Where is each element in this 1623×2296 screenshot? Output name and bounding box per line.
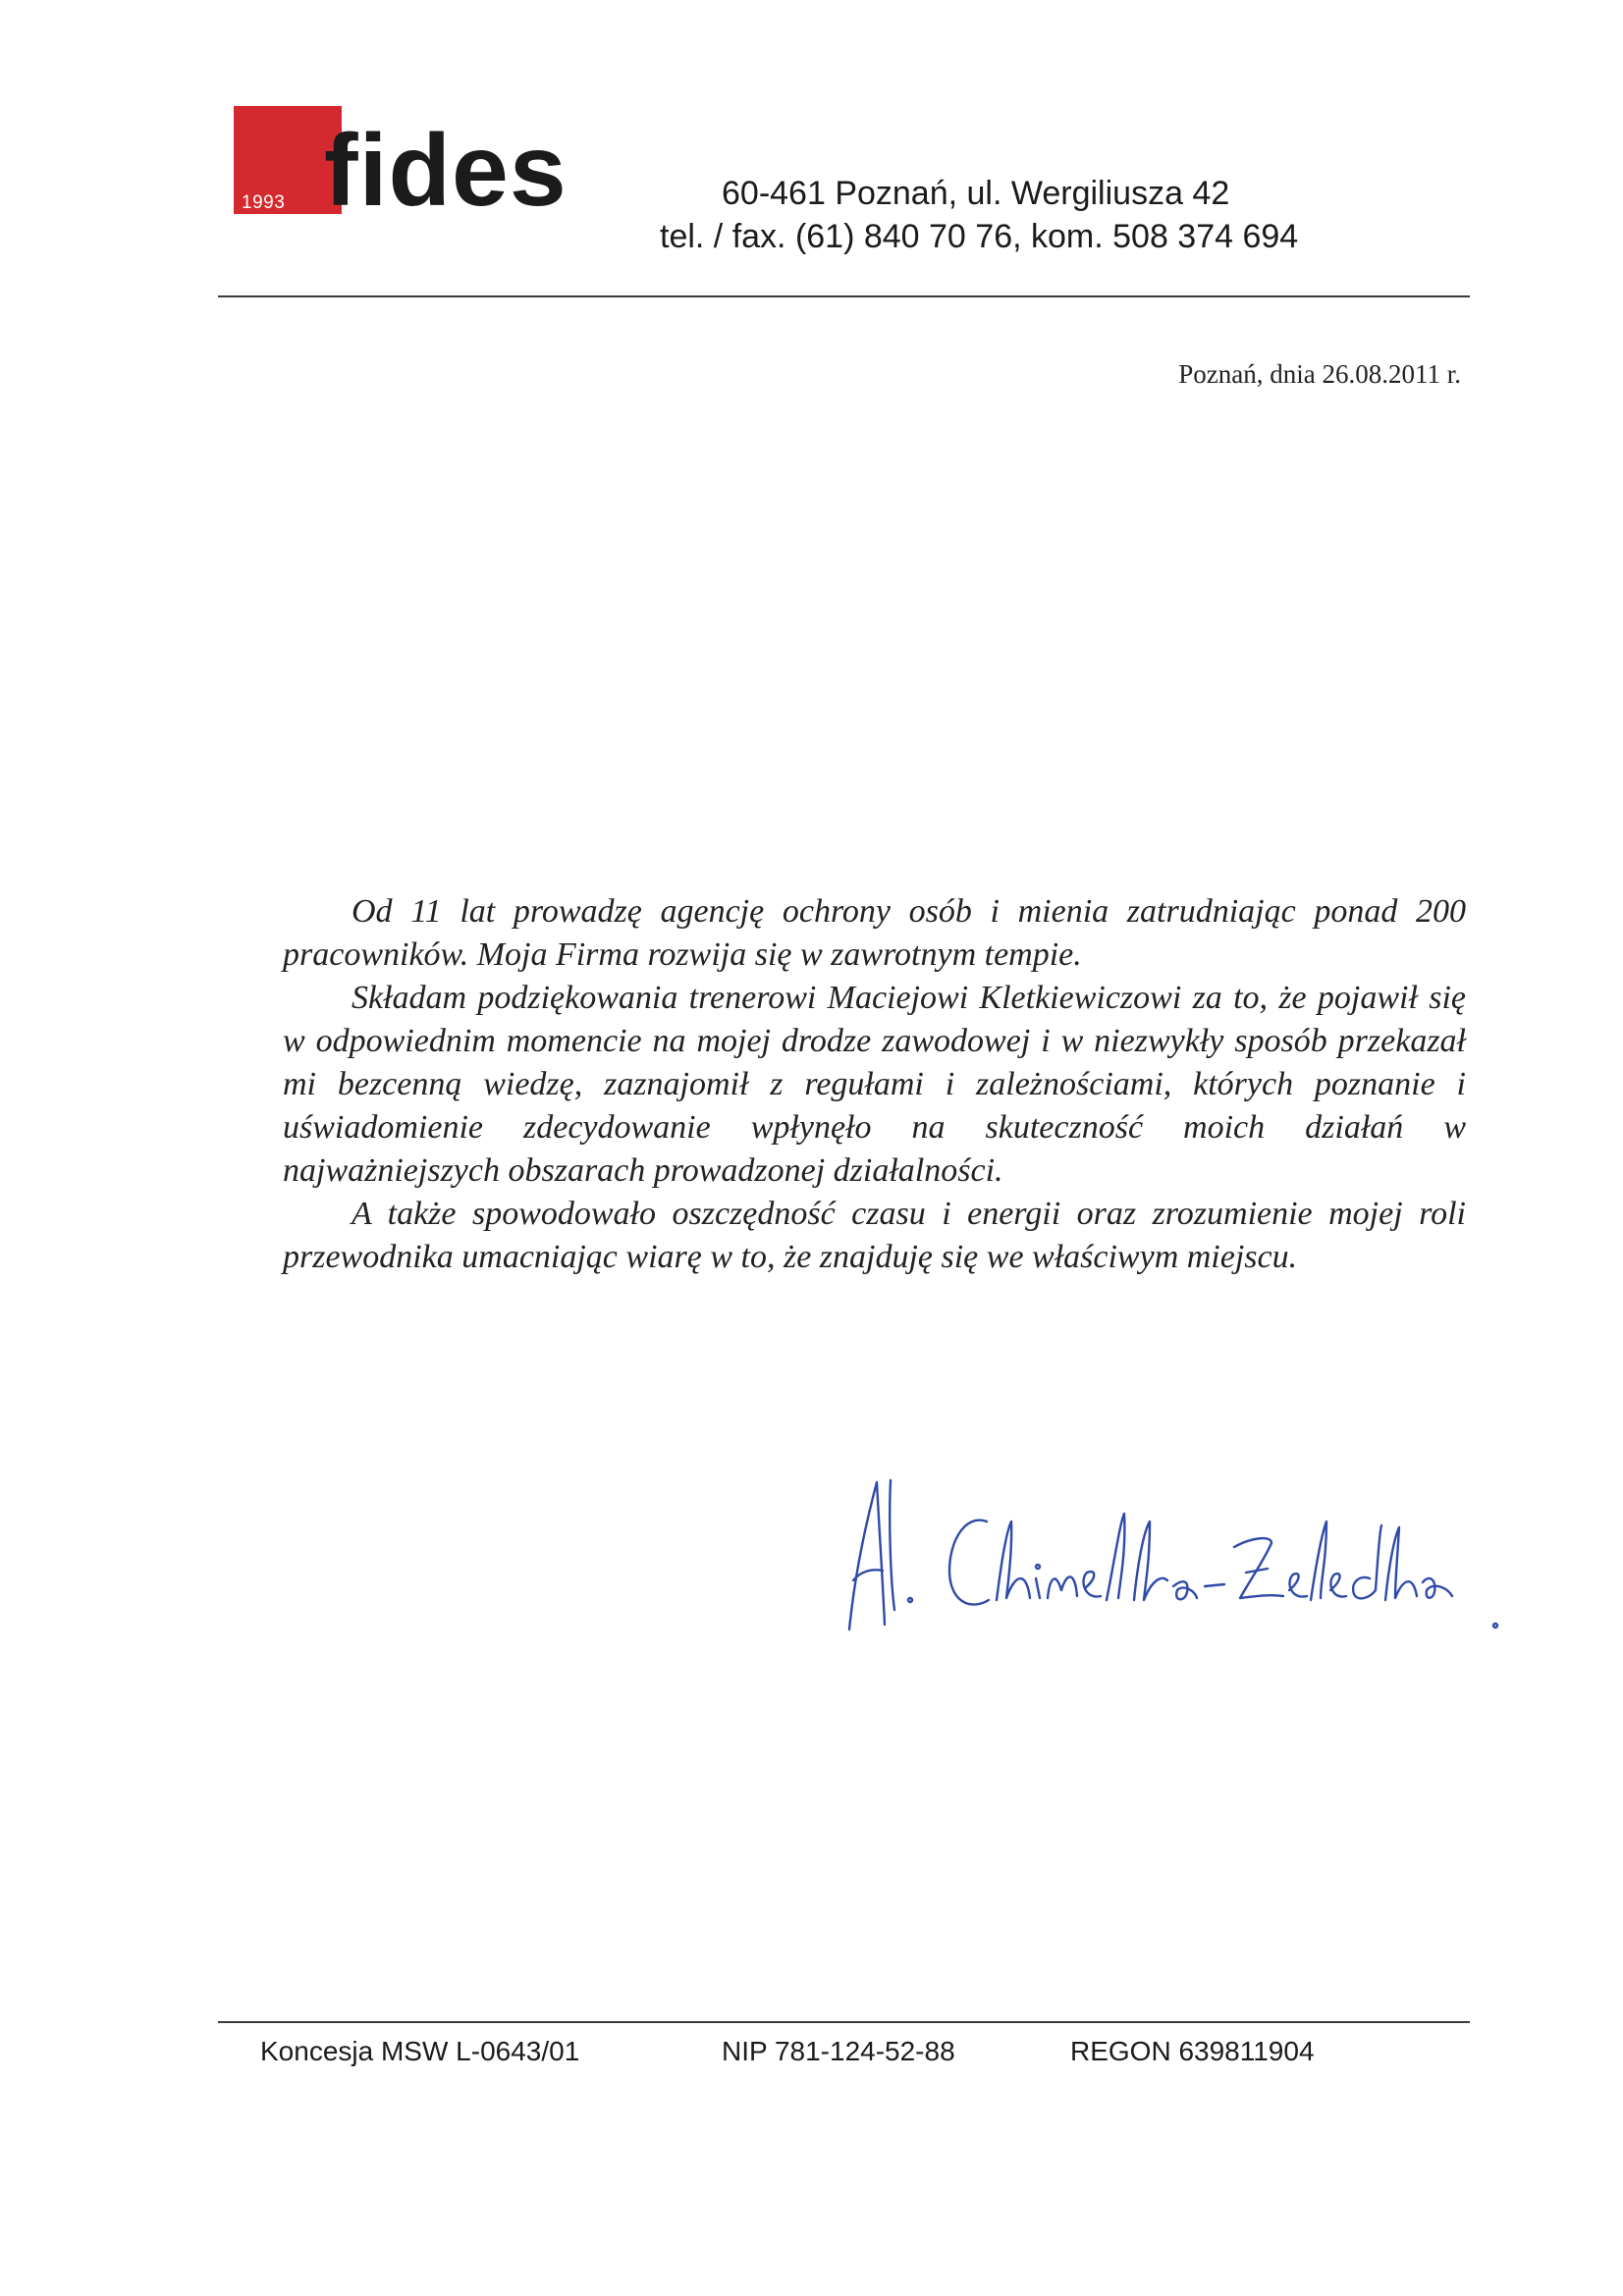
footer-regon: REGON 639811904	[1070, 2036, 1315, 2066]
footer-divider	[218, 2021, 1470, 2023]
logo-wordmark: fides	[324, 114, 568, 228]
letter-body	[283, 890, 1466, 1279]
body-paragraph: A także spowodowało oszczędność czasu i energii oraz zrozumienie mojej roli przewodnika umacniając wiarę w to, że znajduję się we właściwym miejscu.	[283, 1196, 1466, 1275]
letter-date: Poznań, dnia 26.08.2011 r.	[1178, 359, 1461, 389]
header-divider	[218, 295, 1470, 297]
address-line: 60-461 Poznań, ul. Wergiliusza 42	[722, 175, 1230, 212]
body-paragraph: Składam podziękowania trenerowi Maciejowi Kletkiewiczowi za to, że pojawił się w odpowiednim momencie na mojej drodze zawodowej i w niezwykły sposób przekazał mi bezcenną wiedzę, zaznajomił z regułami i zależnościami, których poznanie i uświadomienie zdecydowanie wpłynęło na skuteczność moich działań w najważniejszych obszarach prowadzonej działalności.	[283, 980, 1466, 1189]
company-logo	[234, 106, 607, 228]
logo-year: 1993	[242, 192, 286, 213]
footer-nip: NIP 781-124-52-88	[722, 2036, 955, 2066]
body-paragraph: Od 11 lat prowadzę agencję ochrony osób i mienia zatrudniając ponad 200 pracowników. Moja Firma rozwija się w zawrotnym tempie.	[283, 893, 1466, 973]
phone-line: tel. / fax. (61) 840 70 76, kom. 508 374 694	[660, 218, 1299, 255]
footer-concession: Koncesja MSW L-0643/01	[260, 2036, 580, 2066]
handwritten-signature	[839, 1453, 1507, 1659]
